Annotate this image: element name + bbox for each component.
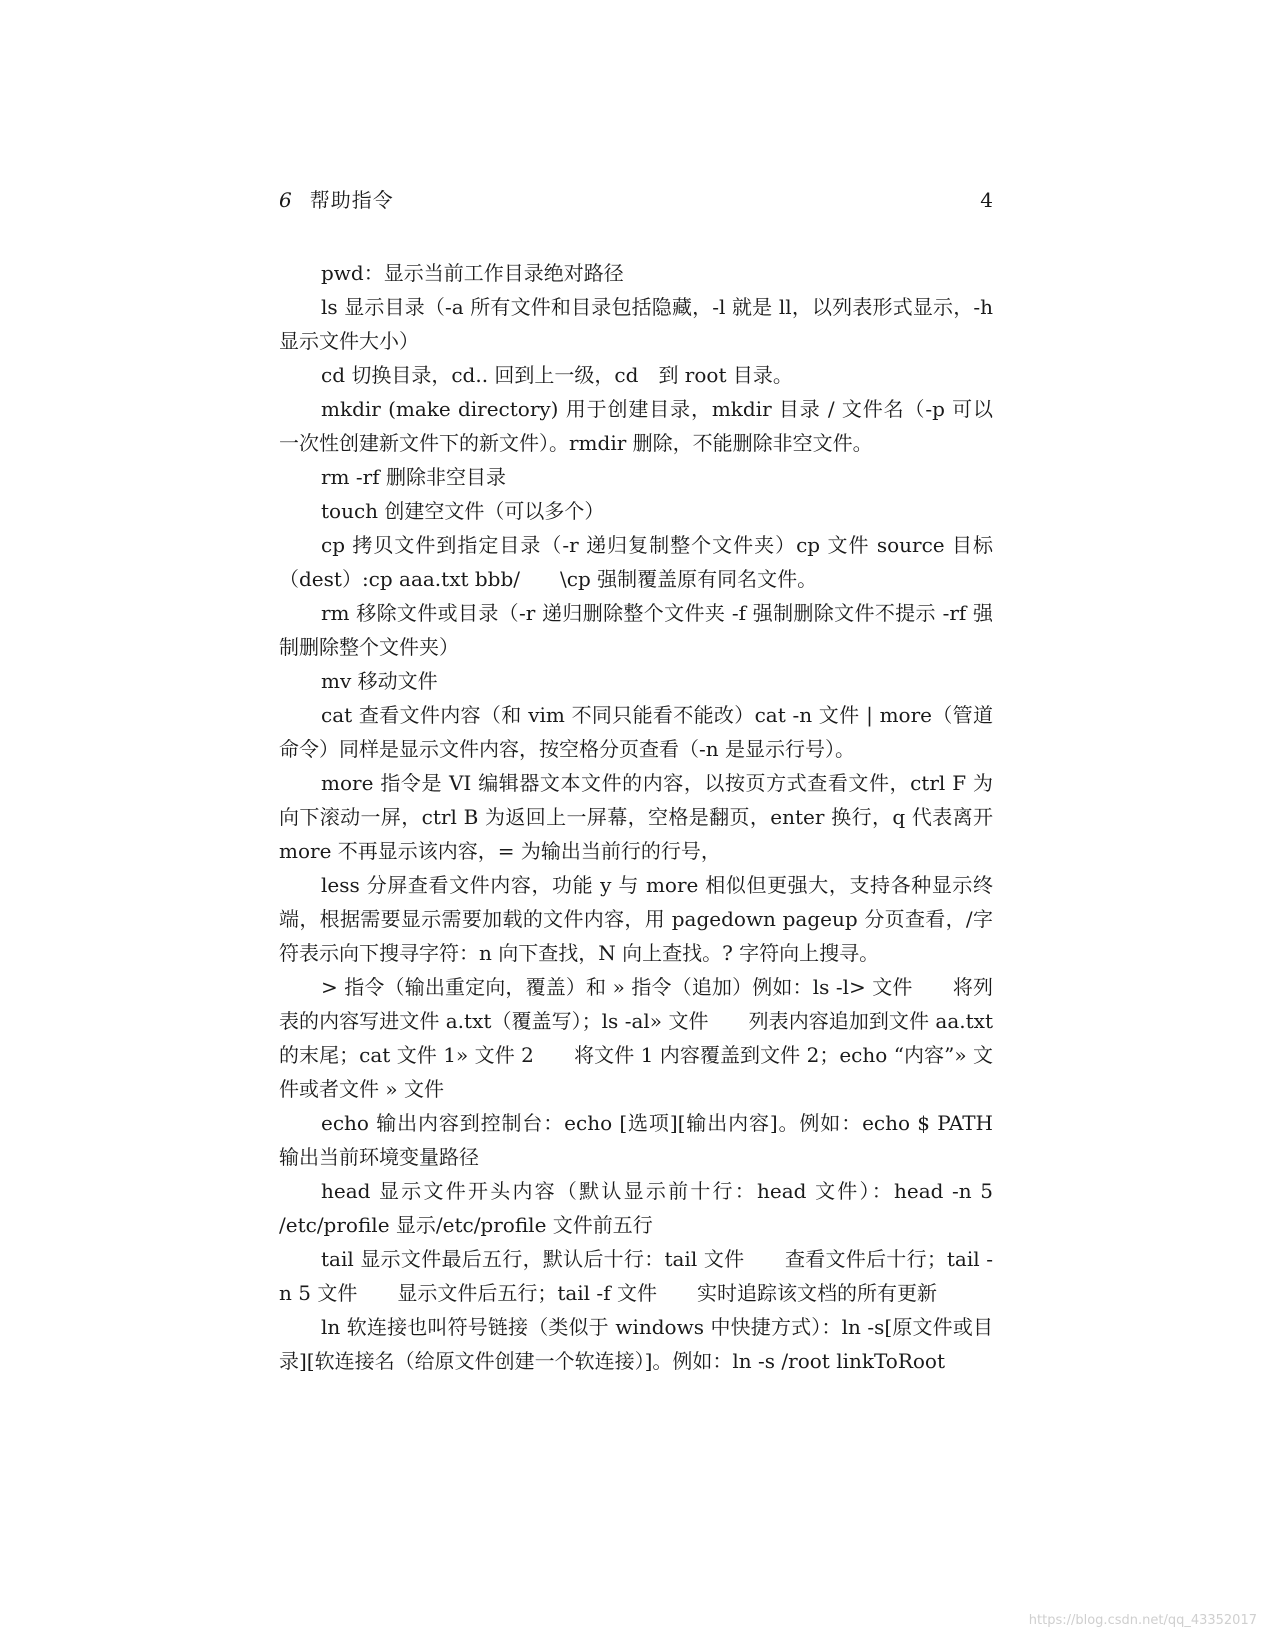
section-number: 6	[279, 188, 292, 212]
page-header	[279, 186, 993, 214]
paragraph-mkdir: mkdir (make directory) 用于创建目录，mkdir 目录 / 文件名（-p 可以一次性创建新文件下的新文件）。rmdir 删除，不能删除非空文件。	[279, 397, 993, 455]
body-text	[279, 256, 993, 1378]
paragraph-rm: rm 移除文件或目录（-r 递归删除整个文件夹 -f 强制删除文件不提示 -rf 强制删除整个文件夹）	[279, 601, 993, 659]
watermark-url: https://blog.csdn.net/qq_43352017	[1028, 1613, 1257, 1628]
paragraph-less: less 分屏查看文件内容，功能 y 与 more 相似但更强大，支持各种显示终端，根据需要显示需要加载的文件内容，用 pagedown pageup 分页查看，/字符表示向下搜寻字符：n 向下查找，N 向上查找。? 字符向上搜寻。	[279, 873, 993, 965]
paragraph-pwd: pwd：显示当前工作目录绝对路径	[321, 261, 624, 285]
paragraph-rm-rf: rm -rf 删除非空目录	[321, 465, 506, 489]
paragraph-echo: echo 输出内容到控制台：echo [选项][输出内容]。例如：echo $ PATH 输出当前环境变量路径	[279, 1111, 993, 1169]
paragraph-mv: mv 移动文件	[321, 669, 438, 693]
paragraph-cp: cp 拷贝文件到指定目录（-r 递归复制整个文件夹）cp 文件 source 目标（dest）:cp aaa.txt bbb/ \cp 强制覆盖原有同名文件。	[279, 533, 993, 591]
paragraph-more: more 指令是 VI 编辑器文本文件的内容，以按页方式查看文件，ctrl F 为向下滚动一屏，ctrl B 为返回上一屏幕，空格是翻页，enter 换行，q 代表离开 more 不再显示该内容，= 为输出当前行的行号，	[279, 771, 993, 863]
paragraph-touch: touch 创建空文件（可以多个）	[321, 499, 605, 523]
paragraph-cd: cd 切换目录，cd.. 回到上一级，cd 到 root 目录。	[321, 363, 793, 387]
page-number: 4	[980, 188, 993, 212]
section-title: 帮助指令	[309, 188, 394, 212]
paragraph-head: head 显示文件开头内容（默认显示前十行：head 文件）：head -n 5 /etc/profile 显示/etc/profile 文件前五行	[279, 1179, 993, 1237]
paragraph-ln: ln 软连接也叫符号链接（类似于 windows 中快捷方式）：ln -s[原文件或目录][软连接名（给原文件创建一个软连接）]。例如：ln -s /root linkToRoot	[279, 1315, 993, 1373]
paragraph-tail: tail 显示文件最后五行，默认后十行：tail 文件 查看文件后十行；tail -n 5 文件 显示文件后五行；tail -f 文件 实时追踪该文档的所有更新	[279, 1247, 993, 1305]
paragraph-redirect: > 指令（输出重定向，覆盖）和 » 指令（追加）例如：ls -l> 文件 将列表的内容写进文件 a.txt（覆盖写）；ls -al» 文件 列表内容追加到文件 aa.txt 的末尾；cat 文件 1» 文件 2 将文件 1 内容覆盖到文件 2；echo “内容”» 文件或者文件 » 文件	[279, 975, 993, 1101]
paragraph-ls: ls 显示目录（-a 所有文件和目录包括隐藏，-l 就是 ll，以列表形式显示，-h 显示文件大小）	[279, 295, 993, 353]
paragraph-cat: cat 查看文件内容（和 vim 不同只能看不能改）cat -n 文件 | more（管道命令）同样是显示文件内容，按空格分页查看（-n 是显示行号）。	[279, 703, 993, 761]
